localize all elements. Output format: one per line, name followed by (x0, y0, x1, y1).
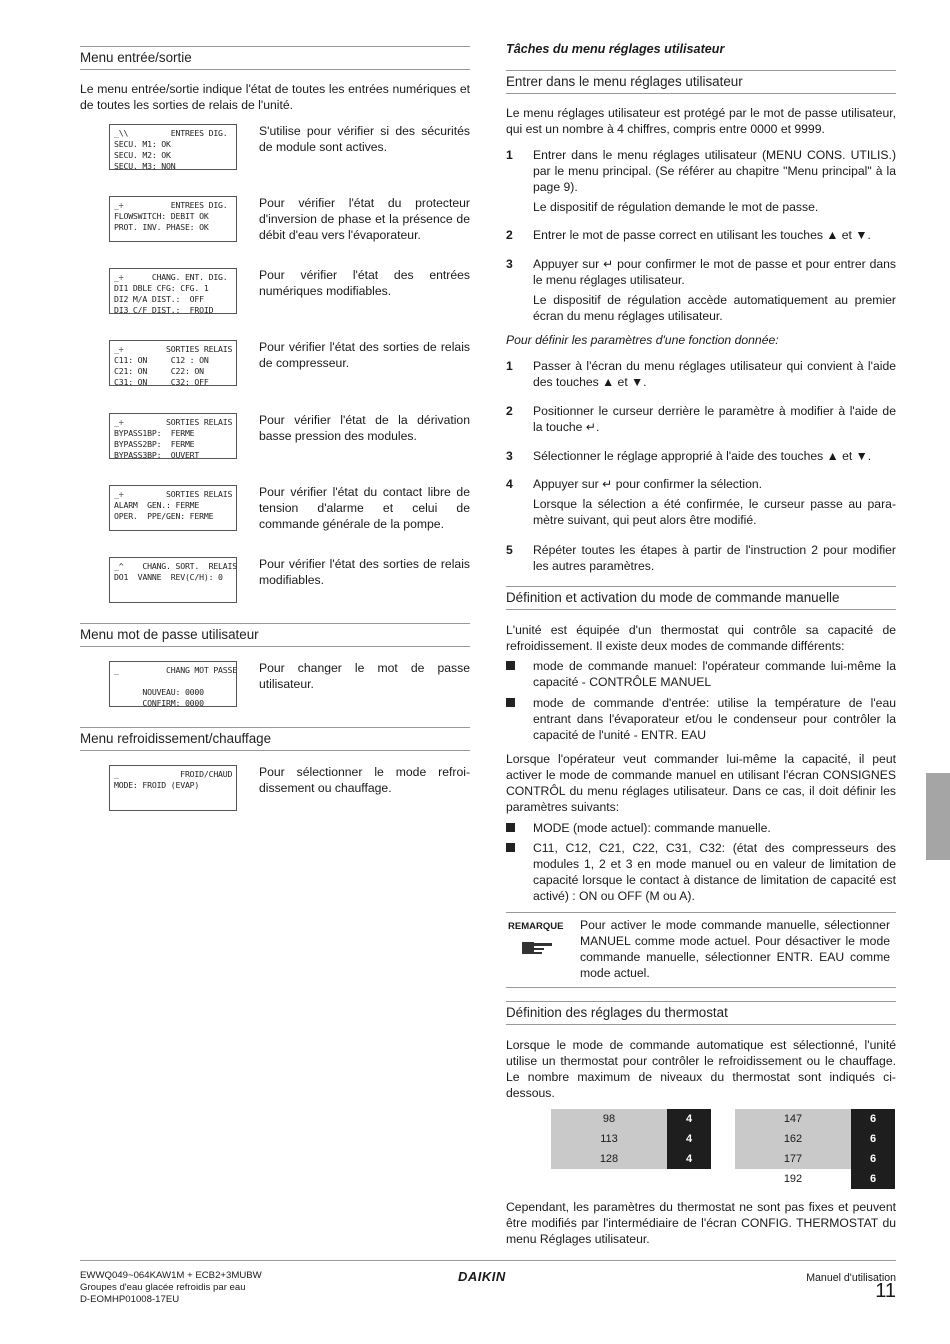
step-a2 (506, 227, 896, 243)
lcd-description: Pour vérifier l'état du contact libre de tension d'alarme et celui de commande générale de la pompe. (259, 485, 470, 531)
step-sub: Le dispositif de régulation accède automatiquement au premier écran du menu réglages utilisateur. (533, 293, 896, 323)
daikin-logo: DAIKIN (458, 1269, 506, 1284)
step-number: 1 (506, 359, 513, 373)
lcd-description: Pour vérifier l'état des entrées numériques modifiables. (259, 268, 470, 298)
manual-intro: L'unité est équipée d'un thermostat qui contrôle sa capacité de refroidissement. Il existe deux modes de commande différents: (506, 623, 896, 653)
thermo-outro: Cependant, les paramètres du thermostat ne sont pas fixes et peuvent être modifiés par l'intermédiaire de l'écran CONFIG. THERMOSTAT du menu Réglages utilisateur. (506, 1200, 896, 1246)
table-row (735, 1169, 895, 1189)
pointing-hand-icon (520, 937, 554, 957)
lcd-description: Pour vérifier l'état des sorties de relais modifiables. (259, 557, 470, 587)
lcd-description: Pour vérifier l'état des sorties de relais de compresseur. (259, 340, 470, 370)
thermostat-table-left (551, 1109, 711, 1169)
step-number: 2 (506, 228, 513, 242)
bullet-text: mode de commande manuel: l'opérateur commande lui-même la capacité - CONTRÔLE MANUEL (533, 659, 896, 689)
thermostat-table-right (735, 1109, 895, 1189)
lcd-screen-cool-heat: _ FROID/CHAUD MODE: FROID (EVAP) (109, 765, 237, 811)
heading-password-menu: Menu mot de passe utilisateur (80, 623, 470, 647)
bullet-square (506, 698, 515, 707)
lcd-screen-bypass: _÷ SORTIES RELAIS BYPASS1BP: FERME BYPASS2BP: FERME BYPASS3BP: OUVERT (109, 413, 237, 459)
lcd-description: S'utilise pour vérifier si des sécurités de module sont actives. (259, 124, 470, 154)
table-row (735, 1129, 895, 1149)
step-body: Appuyer sur ↵ pour confirmer le mot de passe et pour entrer dans le menu réglages utilisateur. (533, 257, 896, 287)
step-number: 5 (506, 543, 513, 557)
section-title: Tâches du menu réglages utilisateur (506, 42, 725, 56)
bullet-text: mode de commande d'entrée: utilise la température de l'eau entrant dans l'évaporateur et/ou le condenseur pour contrôler la capacité de l'unité - ENTR. EAU (533, 696, 896, 742)
table-row (735, 1149, 895, 1169)
lcd-description: Pour vérifier l'état du protecteur d'inversion de phase et la présence de débit d'eau vers l'évaporateur. (259, 196, 470, 242)
table-cell: 6 (851, 1109, 895, 1129)
step-b4 (506, 476, 896, 528)
table-cell: 6 (851, 1169, 895, 1189)
table-cell: 128 (551, 1149, 667, 1169)
step-body: Appuyer sur ↵ pour confirmer la sélection. (533, 477, 763, 491)
step-body: Entrer dans le menu réglages utilisateur (MENU CONS. UTILIS.) par le menu principal. (Se référer au chapitre "Menu principal" à la page 9). (533, 148, 896, 194)
step-body: Positionner le curseur derrière le paramètre à modifier à l'aide de la touche ↵. (533, 404, 896, 434)
table-cell: 6 (851, 1129, 895, 1149)
note-text: Pour activer le mode commande manuelle, sélectionner MANUEL comme mode actuel. Pour désactiver le mode commande manuelle, sélectionner ENTR. EAU comme mode actuel. (580, 918, 890, 980)
bullet-square (506, 823, 515, 832)
table-cell: 6 (851, 1149, 895, 1169)
footer-model: EWWQ049~064KAW1M + ECB2+3MUBW (80, 1270, 262, 1281)
lcd-description: Pour vérifier l'état de la dérivation basse pression des modules. (259, 413, 470, 443)
step-number: 4 (506, 477, 513, 491)
lcd-description: Pour sélectionner le mode refroidissement ou chauffage. (259, 765, 470, 795)
lcd-screen-module-safety: _\\ ENTREES DIG. SECU. M1: OK SECU. M2: OK SECU. M3: NON (109, 124, 237, 170)
table-cell: 162 (735, 1129, 851, 1149)
table-row (551, 1149, 711, 1169)
heading-manual-mode: Définition et activation du mode de commande manuelle (506, 586, 896, 610)
enter-intro: Le menu réglages utilisateur est protégé par le mot de passe utilisateur, qui est un nombre à 4 chiffres, compris entre 0000 et 9999. (506, 106, 896, 136)
chapter-side-tab (926, 773, 950, 860)
table-row (735, 1109, 895, 1129)
table-cell: 4 (667, 1149, 711, 1169)
footer-product: Groupes d'eau glacée refroidis par eau (80, 1282, 246, 1293)
bullet-input-mode (506, 695, 896, 743)
step-b3 (506, 448, 896, 464)
manual-para: Lorsque l'opérateur veut commander lui-même la capacité, il peut activer le mode de commande manuel en utilisant l'écran CONSIGNES CONTRÔL du menu réglages utilisateur. Dans ce cas, il doit définir les paramètres suivants: (506, 752, 896, 814)
bullet-manual-mode (506, 658, 896, 690)
step-body: Sélectionner le réglage approprié à l'aide des touches ▲ et ▼. (533, 449, 872, 463)
step-body: Passer à l'écran du menu réglages utilisateur qui convient à l'aide des touches ▲ et ▼. (533, 359, 896, 389)
io-intro: Le menu entrée/sortie indique l'état de toutes les entrées numériques et de toutes les sorties de relais de l'unité. (80, 82, 470, 112)
heading-thermostat: Définition des réglages du thermostat (506, 1001, 896, 1025)
table-cell: 4 (667, 1129, 711, 1149)
table-cell: 98 (551, 1109, 667, 1129)
step-sub: Le dispositif de régulation demande le mot de passe. (533, 200, 819, 214)
page-footer (80, 1260, 896, 1305)
define-params-italic: Pour définir les paramètres d'une fonction donnée: (506, 333, 779, 347)
bullet-text: MODE (mode actuel): commande manuelle. (533, 821, 771, 835)
lcd-screen-password: _ CHANG MOT PASSE NOUVEAU: 0000 CONFIRM: 0000 (109, 661, 237, 707)
heading-io-menu: Menu entrée/sortie (80, 46, 470, 70)
step-a1 (506, 147, 896, 215)
bullet-mode (506, 820, 896, 836)
lcd-screen-digital-inputs: _÷ CHANG. ENT. DIG. DI1 DBLE CFG: CFG. 1 DI2 M/A DIST.: OFF DI3 C/F DIST.: FROID (109, 268, 237, 314)
step-number: 3 (506, 257, 513, 271)
lcd-screen-alarm: _÷ SORTIES RELAIS ALARM GEN.: FERME OPER. PPE/GEN: FERME (109, 485, 237, 531)
table-cell: 113 (551, 1129, 667, 1149)
step-a3 (506, 256, 896, 324)
step-body: Entrer le mot de passe correct en utilisant les touches ▲ et ▼. (533, 228, 871, 242)
footer-left (80, 1270, 262, 1306)
footer-docref: D-EOMHP01008-17EU (80, 1294, 180, 1305)
lcd-screen-compressor-relays: _÷ SORTIES RELAIS C11: ON C12 : ON C21: ON C22: ON C31: ON C32: OFF (109, 340, 237, 386)
bullet-compressors (506, 840, 896, 904)
table-cell: 147 (735, 1109, 851, 1129)
bullet-text: C11, C12, C21, C22, C31, C32: (état des compresseurs des modules 1, 2 et 3 en mode manuel ou en valeur de limitation de capacité lorsque le contact à distance de limitation de capacité est activé) : ON ou OFF (M ou A). (533, 841, 896, 903)
step-number: 3 (506, 449, 513, 463)
lcd-screen-modifiable-relays: _^ CHANG. SORT. RELAIS DO1 VANNE REV(C/H): 0 (109, 557, 237, 603)
page-number: 11 (875, 1280, 896, 1302)
step-sub: Lorsque la sélection a été confirmée, le curseur passe au paramètre suivant, qui peut alors être modifié. (533, 497, 896, 527)
bullet-square (506, 843, 515, 852)
step-b1 (506, 358, 896, 390)
heading-cool-heat-menu: Menu refroidissement/chauffage (80, 727, 470, 751)
bullet-square (506, 661, 515, 670)
thermo-intro: Lorsque le mode de commande automatique est sélectionné, l'unité utilise un thermostat pour contrôler le refroidissement ou le chauffage. Le nombre maximum de niveaux du thermostat sont indiqués ci-dessous. (506, 1038, 896, 1100)
heading-enter-menu: Entrer dans le menu réglages utilisateur (506, 70, 896, 94)
lcd-description: Pour changer le mot de passe utilisateur. (259, 661, 470, 691)
step-body: Répéter toutes les étapes à partir de l'instruction 2 pour modifier les autres paramètres. (533, 543, 896, 573)
step-number: 1 (506, 148, 513, 162)
step-number: 2 (506, 404, 513, 418)
table-cell: 192 (783, 1173, 803, 1185)
footer-manual: Manuel d'utilisation (806, 1272, 896, 1284)
note-tag: REMARQUE (508, 921, 564, 932)
table-row (551, 1109, 711, 1129)
table-cell: 177 (735, 1149, 851, 1169)
table-row (551, 1129, 711, 1149)
table-cell: 4 (667, 1109, 711, 1129)
step-b5 (506, 542, 896, 574)
lcd-screen-flowswitch: _÷ ENTREES DIG. FLOWSWITCH: DEBIT OK PROT. INV. PHASE: OK (109, 196, 237, 242)
step-b2 (506, 403, 896, 435)
note-box (506, 912, 896, 988)
